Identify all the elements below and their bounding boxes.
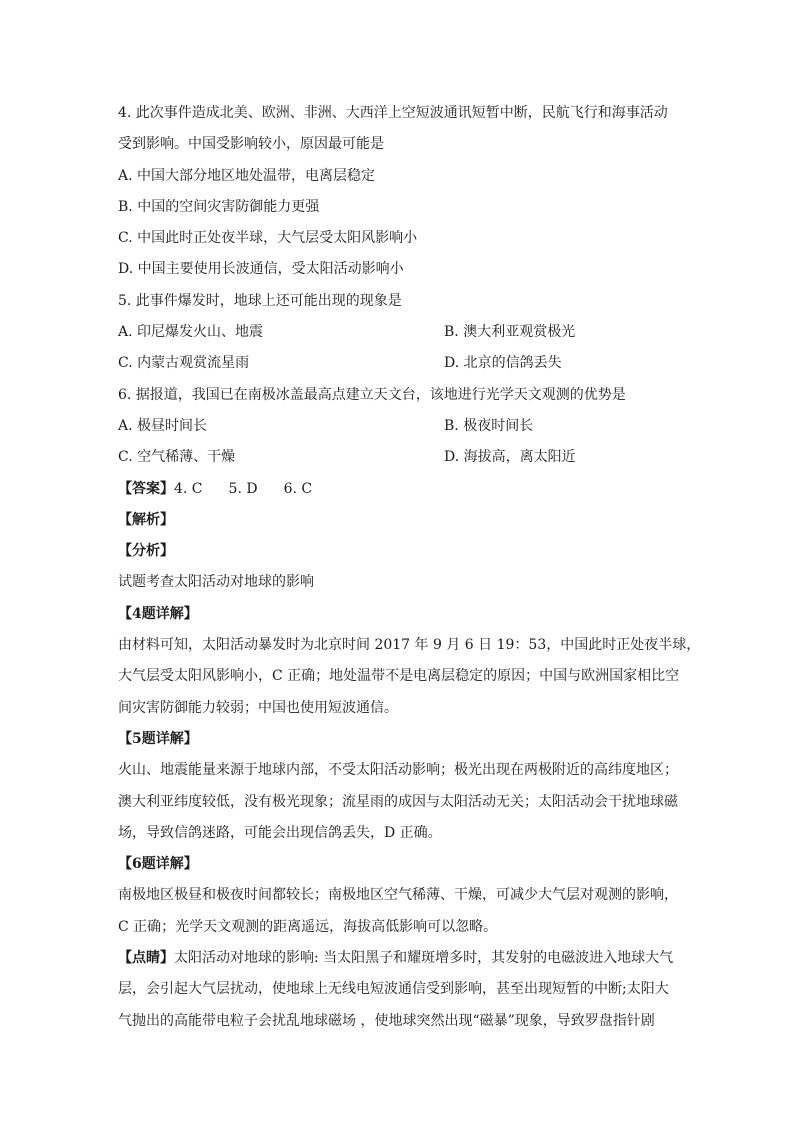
dianjing-line3: 气抛出的高能带电粒子会扰乱地球磁场 ，使地球突然出现“磁暴”现象，导致罗盘指针剧 <box>118 1012 655 1029</box>
fenxi-text: 试题考查太阳活动对地球的影响 <box>118 574 314 591</box>
d5-line3: 场，导致信鸽迷路，可能会出现信鸽丢失，D 正确。 <box>118 824 442 841</box>
q5-options-row2 <box>118 348 678 379</box>
answer-4: 4. C <box>174 480 203 497</box>
d4-line2: 大气层受太阳风影响小，C 正确；地处温带不是电离层稳定的原因；中国与欧洲国家相比空 <box>118 668 680 685</box>
q6-stem: 6. 据报道，我国已在南极冰盖最高点建立天文台，该地进行光学天文观测的优势是 <box>118 386 626 403</box>
q6-options-row1 <box>118 411 678 442</box>
dianjing-text1: 太阳活动对地球的影响: 当太阳黑子和耀斑增多时，其发射的电磁波进入地球大气 <box>174 950 674 967</box>
d5-heading: 【5题详解】 <box>118 730 198 747</box>
document-page <box>118 98 701 1037</box>
answer-5: 5. D <box>228 480 258 497</box>
q6-option-c: C. 空气稀薄、干燥 <box>118 449 236 466</box>
q4-option-b: B. 中国的空间灾害防御能力更强 <box>118 198 320 215</box>
dianjing-line1 <box>118 943 678 974</box>
d4-line3: 间灾害防御能力较弱；中国也使用短波通信。 <box>118 699 398 716</box>
q6-option-b: B. 极夜时间长 <box>444 417 534 434</box>
q4-option-c: C. 中国此时正处夜半球，大气层受太阳风影响小 <box>118 230 418 247</box>
analysis-heading: 【解析】 <box>118 511 174 528</box>
dianjing-line2: 层，会引起大气层扰动，使地球上无线电短波通信受到影响，甚至出现短暂的中断;太阳大 <box>118 981 669 998</box>
q5-stem: 5. 此事件爆发时，地球上还可能出现的现象是 <box>118 292 402 309</box>
q4-option-d: D. 中国主要使用长波通信，受太阳活动影响小 <box>118 261 404 278</box>
answer-tag: 【答案】 <box>118 480 174 497</box>
d5-line1: 火山、地震能量来源于地球内部，不受太阳活动影响；极光出现在两极附近的高纬度地区； <box>118 762 678 779</box>
fenxi-heading: 【分析】 <box>118 543 174 560</box>
d6-heading: 【6题详解】 <box>118 856 198 873</box>
answer-values <box>174 481 312 497</box>
q5-option-a: A. 印尼爆发火山、地震 <box>118 324 264 341</box>
d4-line1: 由材料可知，太阳活动暴发时为北京时间 2017 年 9 月 6 日 19：53，中国此时正处夜半球， <box>118 637 701 654</box>
d5-line2: 澳大利亚纬度较低，没有极光现象；流星雨的成因与太阳活动无关；太阳活动会干扰地球磁 <box>118 793 678 810</box>
dianjing-tag: 【点睛】 <box>118 950 174 967</box>
answer-line <box>118 474 678 505</box>
q6-options-row2 <box>118 442 678 473</box>
answer-6: 6. C <box>283 480 313 497</box>
d6-line1: 南极地区极昼和极夜时间都较长；南极地区空气稀薄、干燥，可减少大气层对观测的影响， <box>118 887 678 904</box>
q4-stem-line2: 受到影响。中国受影响较小，原因最可能是 <box>118 136 384 153</box>
q6-option-d: D. 海拔高，离太阳近 <box>444 449 576 466</box>
q4-stem-line1: 4. 此次事件造成北美、欧洲、非洲、大西洋上空短波通讯短暂中断，民航飞行和海事活动 <box>118 105 668 121</box>
d6-line2: C 正确；光学天文观测的距离遥远，海拔高低影响可以忽略。 <box>118 918 498 935</box>
q6-option-a: A. 极昼时间长 <box>118 417 208 434</box>
q5-option-d: D. 北京的信鸽丢失 <box>444 355 562 372</box>
q5-option-b: B. 澳大利亚观赏极光 <box>444 324 576 341</box>
q5-options-row1 <box>118 317 678 348</box>
d4-heading: 【4题详解】 <box>118 605 198 622</box>
q5-option-c: C. 内蒙古观赏流星雨 <box>118 355 250 372</box>
q4-option-a: A. 中国大部分地区地处温带，电离层稳定 <box>118 167 376 184</box>
